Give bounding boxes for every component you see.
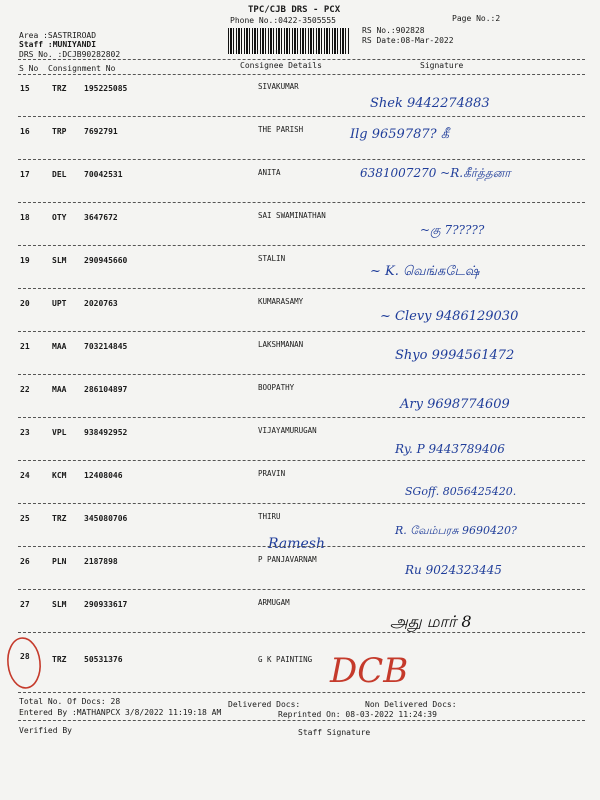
table-row: [0, 514, 600, 557]
table-row: [0, 600, 600, 643]
row-sno: 25: [20, 514, 30, 523]
row-consignment-number: 2187898: [84, 557, 118, 566]
row-code: MAA: [52, 342, 67, 351]
row-divider: [18, 331, 585, 332]
non-delivered-docs: Non Delivered Docs:: [365, 700, 457, 709]
header-divider: [18, 59, 585, 60]
row-sno: 21: [20, 342, 30, 351]
reprinted-on: Reprinted On: 08-03-2022 11:24:39: [278, 710, 437, 719]
table-row: [0, 299, 600, 342]
row-divider: [18, 245, 585, 246]
row-consignee-name: G K PAINTING: [258, 655, 313, 664]
row-consignee-name: ARMUGAM: [258, 598, 290, 607]
row-signature: SGoff. 8056425420.: [405, 485, 517, 498]
footer-divider: [18, 692, 585, 693]
row-consignment-number: 290945660: [84, 256, 128, 265]
row-consignee-name: SIVAKUMAR: [258, 82, 299, 91]
row-code: SLM: [52, 600, 67, 609]
row-divider: [18, 632, 585, 633]
verified-by: Verified By: [19, 726, 72, 735]
row-consignee-name: SAI SWAMINATHAN: [258, 211, 326, 220]
drs-number: DRS No. :DCJB90282802: [19, 50, 121, 59]
table-row: [0, 166, 600, 213]
row-consignee-name: KUMARASAMY: [258, 297, 304, 306]
row-divider: [18, 546, 585, 547]
table-row: [0, 256, 600, 299]
row-signature: Shek 9442274883: [370, 96, 490, 111]
table-row: [0, 84, 600, 127]
rs-number: RS No.:902828: [362, 26, 425, 35]
sheet-title: TPC/CJB DRS - PCX: [248, 5, 341, 15]
table-row: [0, 213, 600, 256]
row-sno: 24: [20, 471, 30, 480]
page-number: Page No.:2: [452, 14, 501, 23]
row-code: SLM: [52, 256, 67, 265]
row-code: TRP: [52, 127, 67, 136]
col-consignee: Consignee Details: [240, 61, 322, 70]
row-sno: 26: [20, 557, 30, 566]
row-sno: 22: [20, 385, 30, 394]
col-signature: Signature: [420, 61, 464, 70]
row-divider: [18, 202, 585, 203]
row-consignee-name: THE PARISH: [258, 125, 304, 134]
row-signature: ~ Clevy 9486129030: [380, 309, 519, 324]
row-code: MAA: [52, 385, 67, 394]
row-code: UPT: [52, 299, 67, 308]
row-code: TRZ: [52, 84, 67, 93]
row-signature: ~ K. வெங்கடேஷ்: [370, 264, 480, 279]
row-divider: [18, 417, 585, 418]
row-signature: Ary 9698774609: [400, 397, 510, 412]
row-signature: Ilg 9659787? கீ: [350, 127, 450, 142]
row-code: DEL: [52, 170, 67, 179]
row-consignee-name: LAKSHMANAN: [258, 340, 304, 349]
row-sno: 23: [20, 428, 30, 437]
row-consignment-number: 345080706: [84, 514, 128, 523]
row-sno: 18: [20, 213, 30, 222]
row-sno: 19: [20, 256, 30, 265]
row-signature: DCB: [330, 651, 409, 691]
row-divider: [18, 460, 585, 461]
staff-label: Staff :MUNIYANDI: [19, 40, 97, 49]
entered-by: Entered By :MATHANPCX 3/8/2022 11:19:18 AM: [19, 708, 222, 717]
columns-divider: [18, 74, 585, 75]
row-code: KCM: [52, 471, 67, 480]
row-divider: [18, 288, 585, 289]
row-sno: 17: [20, 170, 30, 179]
row-divider: [18, 503, 585, 504]
table-row: [0, 342, 600, 385]
row-consignee-name: BOOPATHY: [258, 383, 295, 392]
col-sno: S No: [19, 64, 39, 73]
row-code: VPL: [52, 428, 67, 437]
row-sno: 15: [20, 84, 30, 93]
row-consignee-name: PRAVIN: [258, 469, 286, 478]
row-consignment-number: 286104897: [84, 385, 128, 394]
row-code: TRZ: [52, 514, 67, 523]
table-row: [0, 471, 600, 514]
row-consignment-number: 195225085: [84, 84, 128, 93]
table-row: [0, 385, 600, 428]
staff-signature: Staff Signature: [298, 728, 371, 737]
row-divider: [18, 116, 585, 117]
table-row: [0, 428, 600, 471]
row-sno: 28: [20, 652, 30, 661]
row-signature: 6381007270 ~R.கீர்த்தனா: [360, 166, 511, 180]
row-consignee-name: STALIN: [258, 254, 286, 263]
row-sno: 20: [20, 299, 30, 308]
table-row: [0, 643, 600, 691]
row-consignment-number: 2020763: [84, 299, 118, 308]
row-consignee-name: VIJAYAMURUGAN: [258, 426, 317, 435]
row-sno: 16: [20, 127, 30, 136]
row-consignment-number: 70042531: [84, 170, 123, 179]
barcode: [228, 28, 350, 54]
footer-divider-2: [18, 720, 585, 721]
phone-number: Phone No.:0422-3505555: [230, 16, 336, 25]
total-docs: Total No. Of Docs: 28: [19, 697, 121, 706]
table-row: [0, 557, 600, 600]
row-consignee-name: P PANJAVARNAM: [258, 555, 317, 564]
row-consignment-number: 7692791: [84, 127, 118, 136]
row-consignee-name: THIRU: [258, 512, 281, 521]
rs-date: RS Date:08-Mar-2022: [362, 36, 454, 45]
row-signature: R. வேம்பரசு 9690420?: [395, 524, 517, 537]
row-signature: அது மார் 8: [390, 612, 472, 631]
row-divider: [18, 374, 585, 375]
table-row: [0, 127, 600, 170]
area-label: Area :SASTRIROAD: [19, 31, 97, 40]
row-code: TRZ: [52, 655, 67, 664]
row-consignment-number: 938492952: [84, 428, 128, 437]
row-consignment-number: 50531376: [84, 655, 123, 664]
row-signature: ~கு 7?????: [420, 223, 485, 237]
row-consignment-number: 290933617: [84, 600, 128, 609]
row-signature: Ru 9024323445: [405, 563, 502, 577]
row-consignment-number: 703214845: [84, 342, 128, 351]
red-circle-mark: [4, 634, 44, 692]
delivered-docs: Delivered Docs:: [228, 700, 301, 709]
row-code: PLN: [52, 557, 67, 566]
row-divider: [18, 589, 585, 590]
row-signature: Shyo 9994561472: [395, 348, 515, 363]
col-consignment: Consignment No: [48, 64, 116, 73]
row-code: OTY: [52, 213, 67, 222]
row-divider: [18, 159, 585, 160]
row-extra-handwriting: Ramesh: [268, 536, 325, 552]
row-consignment-number: 12408046: [84, 471, 123, 480]
row-consignment-number: 3647672: [84, 213, 118, 222]
row-consignee-name: ANITA: [258, 168, 281, 177]
row-sno: 27: [20, 600, 30, 609]
row-signature: Ry. P 9443789406: [395, 442, 505, 456]
